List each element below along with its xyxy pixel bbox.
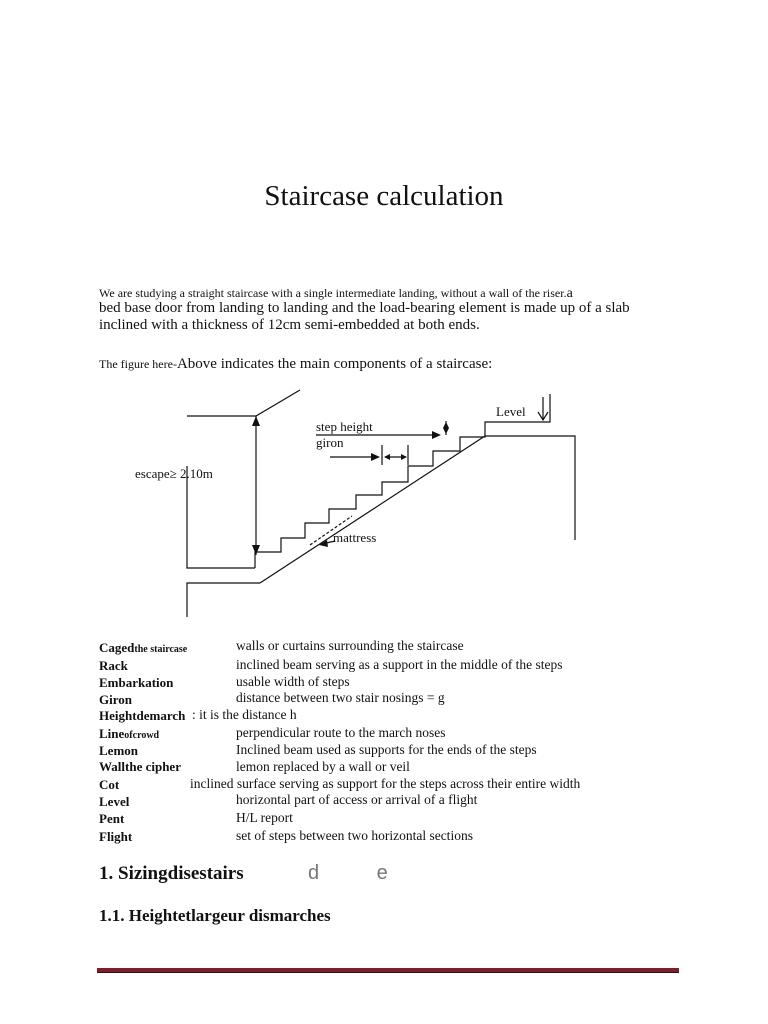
glossary-definition: inclined surface serving as support for the steps across their entire width xyxy=(190,776,581,791)
section-heading-1-1: 1.1. Heightetlargeur dismarches xyxy=(99,906,331,925)
lower-floor-outline xyxy=(187,466,255,568)
intro-line-1-text: We are studying a straight staircase with a single intermediate landing, without a wall of the riser. xyxy=(99,286,567,300)
label-mattress: mattress xyxy=(333,530,377,545)
glossary-term: Lineofcrowd xyxy=(99,726,160,741)
glossary-definition: Inclined beam used as supports for the ends of the steps xyxy=(236,742,537,757)
glossary-definition: : it is the distance h xyxy=(192,707,297,722)
lower-slab-outline xyxy=(187,583,260,617)
label-giron: giron xyxy=(316,435,344,450)
footer-rule xyxy=(97,968,679,973)
slab-underside xyxy=(260,436,575,583)
glossary-term: Pent xyxy=(99,811,125,826)
giron-inner-arrow-right xyxy=(401,454,407,460)
glossary-definition: lemon replaced by a wall or veil xyxy=(236,759,410,774)
label-step-height: step height xyxy=(316,419,373,434)
glossary-term: Cagedthe staircase xyxy=(99,640,188,655)
glossary-definition: perpendicular route to the march noses xyxy=(236,725,446,740)
ceiling-outline xyxy=(187,390,300,416)
escape-arrow-top xyxy=(252,416,260,426)
section-heading-1: 1. Sizingdisestairs xyxy=(99,863,244,884)
glossary-definition: horizontal part of access or arrival of a flight xyxy=(236,792,478,807)
intro-line-3: inclined with a thickness of 12cm semi-embedded at both ends. xyxy=(99,317,480,333)
section-heading-1-ghost: d e xyxy=(308,862,414,884)
intro-line-2: bed base door from landing to landing and the load-bearing element is made up of a slab xyxy=(99,300,630,316)
glossary-term: Wallthe cipher xyxy=(99,759,181,774)
step-height-arrow-head xyxy=(432,431,441,439)
page-title: Staircase calculation xyxy=(264,180,504,212)
giron-inner-arrow-left xyxy=(384,454,390,460)
glossary-term: Flight xyxy=(99,829,133,844)
intro-line-4-big: Above indicates the main components of a staircase: xyxy=(176,356,493,372)
glossary-term: Rack xyxy=(99,658,128,673)
step-height-diamond-top xyxy=(443,422,449,428)
glossary-term: Heightdemarch xyxy=(99,708,186,723)
giron-arrow-head xyxy=(371,453,380,461)
escape-arrow-bottom xyxy=(252,545,260,555)
glossary-definition: set of steps between two horizontal sections xyxy=(236,828,473,843)
label-escape: escape≥ 2.10m xyxy=(135,466,213,481)
glossary-definition: inclined beam serving as a support in the middle of the steps xyxy=(236,657,563,672)
intro-line-1-tail: a xyxy=(566,286,573,301)
steps-outline xyxy=(255,394,550,568)
glossary-definition: distance between two stair nosings = g xyxy=(236,690,445,705)
glossary-term: Level xyxy=(99,794,130,809)
glossary-term: Cot xyxy=(99,777,120,792)
glossary-term: Embarkation xyxy=(99,675,174,690)
glossary-term: Giron xyxy=(99,692,132,707)
glossary-definition: H/L report xyxy=(236,810,293,825)
step-height-diamond-bottom xyxy=(443,428,449,434)
label-level: Level xyxy=(496,404,526,419)
glossary-definition: usable width of steps xyxy=(236,674,350,689)
intro-line-4 xyxy=(99,355,492,373)
intro-line-4-small: The figure here- xyxy=(99,357,177,371)
staircase-figure xyxy=(120,385,620,620)
glossary-definition: walls or curtains surrounding the staircase xyxy=(236,638,464,653)
glossary-term: Lemon xyxy=(99,743,138,758)
